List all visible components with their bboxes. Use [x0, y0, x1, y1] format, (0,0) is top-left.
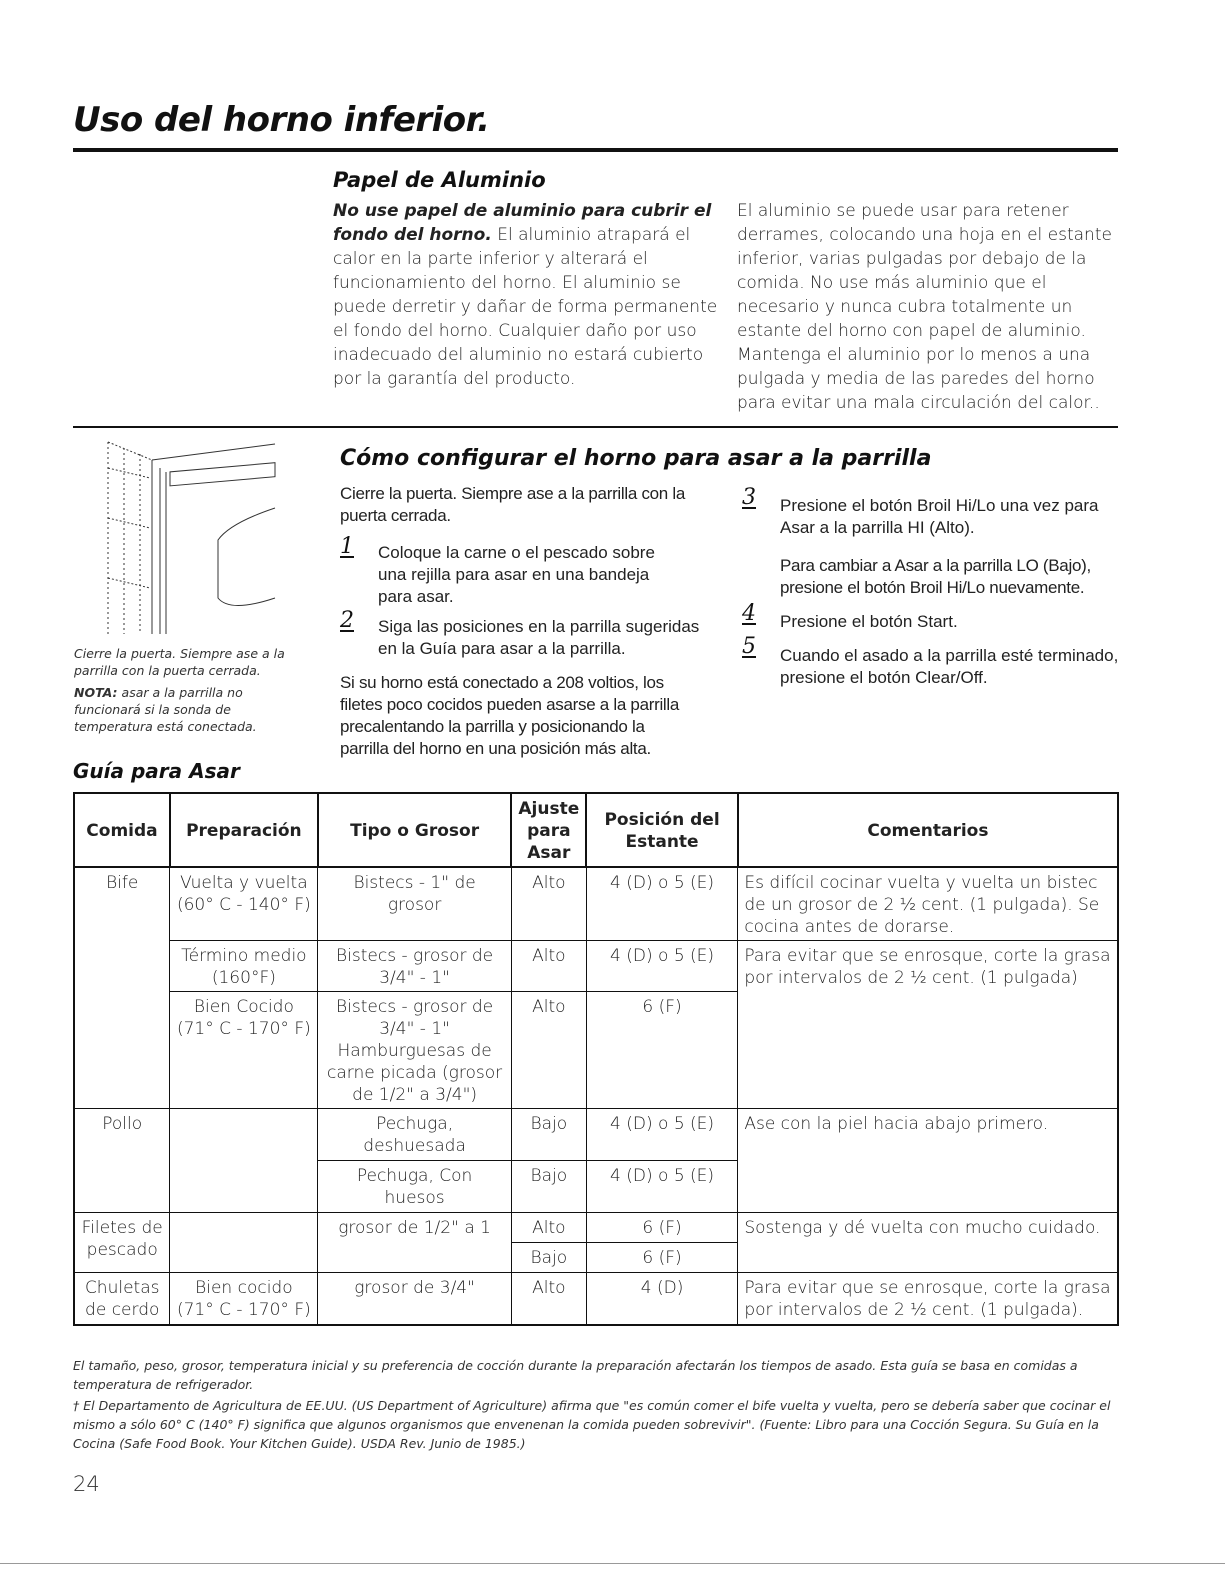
broil-step-3	[742, 487, 1120, 539]
cell-position: 6 (F)	[586, 1213, 738, 1243]
step-1-number: 1	[340, 534, 354, 559]
header-type: Tipo o Grosor	[318, 793, 512, 867]
cell-position: 4 (D) o 5 (E)	[586, 1161, 738, 1213]
note-label: NOTA:	[74, 685, 118, 700]
cell-type: Pechuga, deshuesada	[318, 1109, 512, 1161]
cell-comments: Para evitar que se enrosque, corte la grasa por intervalos de 2 ½ cent. (1 pulgada).	[738, 1273, 1118, 1325]
cell-prep: Vuelta y vuelta (60° C - 140° F)	[170, 867, 318, 941]
table-row	[74, 867, 1118, 941]
table-row	[74, 1109, 1118, 1161]
header-position: Posición del Estante	[586, 793, 738, 867]
broil-step-2	[340, 610, 720, 660]
illustration-note	[74, 684, 294, 735]
cell-position: 4 (D) o 5 (E)	[586, 1109, 738, 1161]
aluminum-right-paragraph: El aluminio se puede usar para retener derrames, colocando una hoja en el estante inferior, varias pulgadas por debajo de la comida. No use más aluminio que el necesario y nunca cubra totalmente un estante del horno con papel de aluminio. Mantenga el aluminio por lo menos a una pulgada y media de las paredes del horno para evitar una mala circulación del calor..	[737, 201, 1112, 413]
cell-comments: Para evitar que se enrosque, corte la grasa por intervalos de 2 ½ cent. (1 pulgada)	[738, 941, 1118, 1109]
broil-heading: Cómo configurar el horno para asar a la parrilla	[340, 446, 932, 471]
step-1-text: Coloque la carne o el pescado sobre una rejilla para asar en una bandeja para asar.	[378, 543, 655, 606]
step-5-number: 5	[742, 634, 756, 659]
cell-position: 6 (F)	[586, 1243, 738, 1273]
cell-setting: Alto	[511, 1273, 586, 1325]
broil-step-3-extra: Para cambiar a Asar a la parrilla LO (Bajo), presione el botón Broil Hi/Lo nuevamente.	[780, 556, 1091, 597]
page-number: 24	[73, 1472, 100, 1496]
broil-intro: Cierre la puerta. Siempre ase a la parrilla con la puerta cerrada.	[340, 484, 686, 525]
cell-type: grosor de 3/4"	[318, 1273, 512, 1325]
cell-type: Bistecs - 1" de grosor	[318, 867, 512, 941]
broil-guide-table	[73, 792, 1119, 1326]
header-setting: Ajuste para Asar	[511, 793, 586, 867]
page-title: Uso del horno inferior.	[73, 100, 490, 140]
aluminum-left-text: El aluminio atrapará el calor en la parte inferior y alterará el funcionamiento del horno. El aluminio se puede derretir y dañar de forma permanente el fondo del horno. Cualquier daño por uso inadecuado del aluminio no estará cubierto por la garantía del producto.	[333, 225, 718, 389]
aluminum-heading: Papel de Aluminio	[333, 168, 546, 192]
cell-comments: Sostenga y dé vuelta con mucho cuidado.	[738, 1213, 1118, 1273]
cell-setting: Alto	[511, 867, 586, 941]
step-4-text: Presione el botón Start.	[780, 612, 958, 631]
aluminum-left-paragraph	[333, 199, 718, 391]
header-prep: Preparación	[170, 793, 318, 867]
cell-setting: Bajo	[511, 1243, 586, 1273]
step-2-number: 2	[340, 608, 354, 633]
cell-position: 4 (D) o 5 (E)	[586, 941, 738, 992]
broil-step-5	[742, 636, 1120, 689]
cell-food: Bife	[74, 867, 170, 1109]
illustration-caption: Cierre la puerta. Siempre ase a la parrilla con la puerta cerrada.	[74, 646, 285, 678]
cell-position: 6 (F)	[586, 992, 738, 1109]
cell-position: 4 (D) o 5 (E)	[586, 867, 738, 941]
step-2-text: Siga las posiciones en la parrilla sugeridas en la Guía para asar a la parrilla.	[378, 617, 700, 658]
broil-208-note: Si su horno está conectado a 208 voltios, los filetes poco cocidos pueden asarse a la parrilla precalentando la parrilla y posicionando la parrilla del horno en una posición más alta.	[340, 673, 680, 758]
cell-setting: Alto	[511, 1213, 586, 1243]
broil-step-1	[340, 536, 680, 608]
cell-setting: Alto	[511, 992, 586, 1109]
table-header-row	[74, 793, 1118, 867]
header-comments: Comentarios	[738, 793, 1118, 867]
cell-setting: Bajo	[511, 1161, 586, 1213]
cell-prep	[170, 1213, 318, 1273]
cell-setting: Alto	[511, 941, 586, 992]
cell-position: 4 (D)	[586, 1273, 738, 1325]
cell-prep: Bien Cocido (71° C - 170° F)	[170, 992, 318, 1109]
note-text: asar a la parrilla no funcionará si la sonda de temperatura está conectada.	[74, 685, 257, 734]
footnote-2: † El Departamento de Agricultura de EE.UU. (US Department of Agriculture) afirma que "es común comer el bife vuelta y vuelta, pero se debería saber que cocinar el mismo a sólo 60° C (140° F) significa que algunos organismos que envenenan la comida pueden sobrevivir". (Fuente: Libro para una Cocción Segura. Su Guía en la Cocina (Safe Food Book. Your Kitchen Guide). USDA Rev. Junio de 1985.)	[73, 1398, 1111, 1451]
cell-type: Bistecs - grosor de 3/4" - 1" Hamburguesas de carne picada (grosor de 1/2" a 3/4")	[318, 992, 512, 1109]
cell-comments: Es difícil cocinar vuelta y vuelta un bistec de un grosor de 2 ½ cent. (1 pulgada). Se cocina antes de dorarse.	[738, 867, 1118, 941]
broil-step-4	[742, 603, 1120, 633]
cell-prep	[170, 1109, 318, 1213]
cell-comments: Ase con la piel hacia abajo primero.	[738, 1109, 1118, 1213]
header-food: Comida	[74, 793, 170, 867]
cell-food: Chuletas de cerdo	[74, 1273, 170, 1325]
bottom-rule	[0, 1563, 1225, 1564]
table-row	[74, 941, 1118, 992]
step-4-number: 4	[742, 601, 756, 626]
step-3-text: Presione el botón Broil Hi/Lo una vez para Asar a la parrilla HI (Alto).	[780, 496, 1099, 537]
aluminum-warning: No use papel de aluminio para cubrir el fondo del horno.	[333, 201, 712, 245]
cell-setting: Bajo	[511, 1109, 586, 1161]
cell-prep: Término medio (160°F)	[170, 941, 318, 992]
cell-type: Pechuga, Con huesos	[318, 1161, 512, 1213]
footnote-1: El tamaño, peso, grosor, temperatura inicial y su preferencia de cocción durante la preparación afectarán los tiempos de asado. Esta guía se basa en comidas a temperatura de refrigerador.	[73, 1358, 1078, 1392]
table-row	[74, 1273, 1118, 1325]
cell-food: Pollo	[74, 1109, 170, 1213]
cell-food: Filetes de pescado	[74, 1213, 170, 1273]
title-rule	[73, 148, 1118, 152]
cell-type: Bistecs - grosor de 3/4" - 1"	[318, 941, 512, 992]
section-rule	[73, 426, 1118, 428]
cell-prep: Bien cocido (71° C - 170° F)	[170, 1273, 318, 1325]
step-5-text: Cuando el asado a la parrilla esté terminado, presione el botón Clear/Off.	[780, 646, 1119, 687]
step-3-number: 3	[742, 485, 756, 510]
table-row	[74, 1213, 1118, 1243]
cell-type: grosor de 1/2" a 1	[318, 1213, 512, 1273]
oven-door-illustration-icon	[100, 438, 280, 634]
guide-heading: Guía para Asar	[73, 759, 240, 783]
